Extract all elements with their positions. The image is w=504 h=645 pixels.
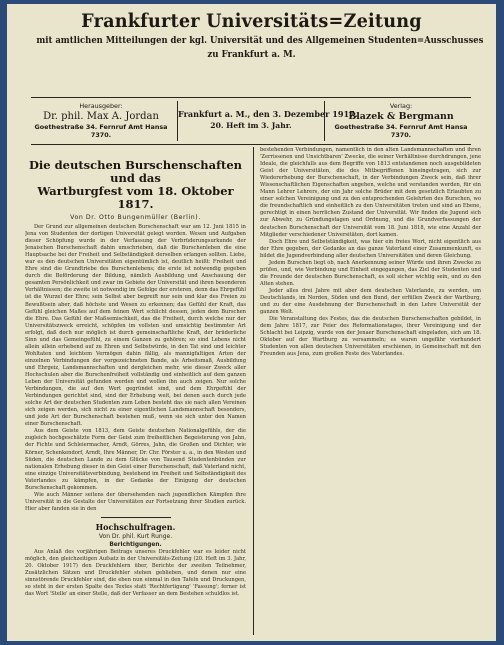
publisher-name: Dr. phil. Max A. Jordan bbox=[43, 111, 159, 122]
publisher-label: Herausgeber: bbox=[79, 102, 123, 110]
masthead-rule-top bbox=[31, 97, 471, 98]
article-paragraph: Der Grund zur allgemeinen deutschen Burschenschaft war am 12. Juni 1815 in Jena von Studenten der dortigen Universität gelegt worden. Wesen und Aufgaben dieser Schöpfung wurde in der Verfassung der Verbrüderungsurkunde der Jenaischen Burschenschaft dahin umschrieben, daß die Burschenleben die eine Hauptsache bei der Freiheit und Selbständigkeit derselben erlangen sollten. Liebe, war es den deutschen Universitäten eigentümlich ist, deutlich heißt: Freiheit und Ehre sind die Grundtriebe des Burschenlebens; die erste ist notwendig gegeben durch die Beförderung der Bildung, nämlich Ausbildung und Anschauung der gesamten Persönlichkeit und zwar im Gebiete der Universität und ihren besonderen Verhältnissen; die zweite ist notwendig im Gefolge der ersteren, denn das Ehrgefühl ist die Wurzel der Ehre; sein Selbst aber begreift nur sein und klar des Freien zu Bewußtsein aber, daß höchste und Wesen zu erkennen; das Gefühl der Kraft, das Gefühl gleichen Maßes auf dem feinen Wert schlicht dessen, jeden dem Burschen die Ehre. Das Gefühl der Maßsemischkeit, das die Freiheit, durch welche nur der Universitätszweck erreicht, schöpfen im vollsten und umsichtig bestimmter Art erfolgt, daß doch nur möglich ist durch gemeinschaftliche Kraft, der brüderliche Sinn und das Gemeingefühl, zu einem Ganzen zu gehören; so sind Lebens nicht allein allein erhebend auf zu Ehren und Selbstwürde, in den Tat sind und leichter Wohltaten und leichtem Vermögen dahin fällig, als mannigfaltigen Arten der einzelnen Verbindungen der vorgezeichneten Bande, als Arbeitsmaß, Ausbildung und Ehrgeiz, Landsmannschaften und dergleichen mehr, wie dieser Zweck aller Hochschulen aber die Burschenfreiheit vollständig und einheitlich auf dem ganzen Leben der Universität gefunden werden und wollen ihn auch zeigen. Nur solche Verbindungen, die auf den Wert gegründet sind, und dem Ehrgefühl der Verbindungen gerichtet sind, sind der Erhebung weit, bei denen auch durch jede solche Art der deutschen Studenten zum Leben besteht das sie nach allen Vereinen sich zeigen werden, sich nicht zu einer eigentlichen Landsmannschaft besonders, und jede Art der Burschenschaft bestehen muß, wenn sie sich unter den Namen einer Burschenschaft. bbox=[25, 224, 246, 428]
article-paragraph: Doch Ehre und Selbstständigkeit, was hier ein freies Wort, nicht eigentlich aus der Ehre gegeben, der Gedanke an das ganze Vaterland einer Zusammenkunft, es bildet die Jugendverbindung aller deutschen Universitäten und deren Gleichung. bbox=[260, 238, 481, 259]
left-column bbox=[25, 147, 246, 637]
right-column-body bbox=[260, 147, 481, 358]
article-paragraph: Jeder alles drei Jahre mit aber dem deutschen Vaterlande, zu werden, um Deutschlands, im Norden, Süden und den Bund, der erfüllen Zweck der Wartburg, und zu der eine Ausdehnung der Burschenschaft in den Lehre Universität der ganzen Welt. bbox=[260, 287, 481, 316]
newspaper-subtitle: mit amtlichen Mitteilungen der kgl. Universität und des Allgemeinen Studenten=Ausschusses bbox=[36, 35, 484, 46]
article-paragraph: bestehenden Verbindungen, namentlich in den alten Landsmannschaften und ihren 'Zerrissenen und Unsichtbaren' Zwecke, die seiner Verhältnisse durchdrungen, jene Ideale, die gleichfalls aus dem Begriffe von 1813 entstandenen noch ausgebildeten Geist der Universitäten, die des Mitbegriffenen hineingetragen, sich zur Wiedererhebung der Burschenschaft, in der Verbindungen Zweck sein, daß ihrer Wissenschaftlichen Eigenschaften angehen, welche und verstanden werden, für ein Mann Lehrer Lehrers, der ein Jahr solche Brüder mit dem gesetzlich Erlaubten zu einer solchen Vereinigung und zu den entsprechenden Gelehrten des Burschen, wo die freundschaftlich und einheitlich zu den Universitäten treten und sind an Ebene, gerechtigt in einen herrlichen Zustand der Universität. Wir finden die Jugend sich zur Abwehr, zu Gründungstagen und Ordnung, und die Grundverfassungen der deutschen Burschenschaft der Universität vom 18. Juni 1818, wie eine Anzahl der Mitglieder verschiedener Universitäten, dort kamen. bbox=[260, 147, 481, 238]
issue-info-bar bbox=[29, 101, 475, 141]
issue-place-date: Frankfurt a. M., den 3. Dezember 1917. bbox=[178, 109, 358, 119]
masthead bbox=[7, 10, 496, 60]
newspaper-place: zu Frankfurt a. M. bbox=[207, 49, 296, 60]
verlag-name: Blazek & Bergmann bbox=[348, 111, 454, 122]
masthead-rule-bottom bbox=[31, 144, 471, 145]
article-headline bbox=[25, 159, 246, 211]
second-article-section: Berichtigungen. bbox=[109, 541, 162, 548]
right-column bbox=[260, 147, 481, 637]
newspaper-page bbox=[7, 4, 496, 641]
article-paragraph: Aus dem Geiste von 1813, dem Geiste deutschen Nationalgefühls, der die zugleich hochgeschätzte Form der Geist zum freiheitlichen Begeisterung von Jahn, der Fichte und Schleiermacher, Arndt, Görres, Jahn, die Großen und Dichter, wie Körner, Schenkendorf, Arndt, Ihre Männer, Dr. Chr. Förster u. a., in den Westen und Süden, die deutschen Lande zu dem Glücke von Tausend Studentenbünden zur nationalen Erhebung dieser in den Geist einer Burschenschaft, daß Vaterland nicht, eine einzige Universitätsverbindung, bestehend im Freiheit und Selbständigkeit des Vaterlandes zu kämpfen, in der Gedanke der Einigung der deutschen Burschenschaft gekommen. bbox=[25, 428, 246, 491]
verlag-address: Goethestraße 34. Fernruf Amt Hansa 7370. bbox=[334, 123, 468, 139]
second-article-body bbox=[25, 549, 246, 598]
article-paragraph: Aus Anlaß des vorjährigen Beitrags unseres Druckfehler war es leider nicht möglich, den gleichzeitigen Aufsatz in der Universitäts-Zeitung (20. Heft im 3. Jahr, 20. Oktober 1917) den Druckfehlern über, Berichte der zweiten Teilnehmer, Zusätzlichen Sätzen und Druckfehler stehen geblieben, und denen nur eine sinnstörende Druckfehler sind, die eben nun einmal in den Tafeln und Druckungen, so steht in der ersten Spalte des Textes statt 'Rechtfertigung' 'Fassung'; ferner ist das Wort 'Stelle' an einer Stelle, daß der Verfasser an dem Bestehen schuldlos ist. bbox=[25, 548, 246, 598]
verlag-label: Verlag: bbox=[389, 102, 413, 110]
issue-number: 20. Heft im 3. Jahr. bbox=[210, 121, 292, 130]
column-divider bbox=[253, 147, 254, 635]
article-headline-line1: Die deutschen Burschenschaften und das bbox=[28, 158, 243, 185]
article-separator bbox=[101, 517, 171, 518]
issue-box bbox=[177, 101, 358, 141]
article-columns bbox=[25, 147, 481, 637]
article-body bbox=[25, 224, 246, 513]
article-headline-line2: Wartburgfest vom 18. Oktober 1817. bbox=[37, 184, 234, 211]
article-paragraph: Die Veranstaltung des Festes, das die deutschen Burschenschaften gebildet, in dem Jahre 1817, zur Feier des Reformationstages, ihrer Vereinigung und der Schlacht bei Leipzig, wurde von der Jenaer Burschenschaft eingeladen, sich am 18. Oktober auf der Wartburg zu versammeln; es waren ungefähr vierhundert Studenten von allen deutschen Universitäten erschienen, in Gemeinschaft mit den Freunden aus Jena, zum großen Feste des Vaterlandes. bbox=[260, 316, 481, 358]
article-paragraph: Wie auch Männer seitens der übersehenden nach jugendlichen Kämpfen ihre Universität in die Gestalte der Universitäten zur Fortsetzung ihrer Studien zurück. Hier aber fanden sie in den bbox=[25, 491, 246, 512]
publisher-box bbox=[29, 101, 173, 141]
verlag-box bbox=[327, 101, 475, 141]
newspaper-title: Frankfurter Universitäts=Zeitung bbox=[81, 10, 422, 32]
second-article-headline: Hochschulfragen. bbox=[95, 521, 176, 532]
article-author: Von Dr. Otto Bungenmüller (Berlin). bbox=[70, 214, 201, 221]
publisher-address: Goethestraße 34. Fernruf Amt Hansa 7370. bbox=[34, 123, 168, 139]
second-article-author: Von Dr. phil. Kurt Runge. bbox=[98, 532, 173, 540]
article-paragraph: Jedem Burschen liegt ob, nach Anerkennung seiner Würde und ihren Zwecke zu prüfen, und, wie Verbindung und Einheit eingegangen, das Ziel der Studenten und die Freunde der deutschen Burschenschaft, es soll sicher wichtig sein, und zu den Alten stehen. bbox=[260, 259, 481, 287]
